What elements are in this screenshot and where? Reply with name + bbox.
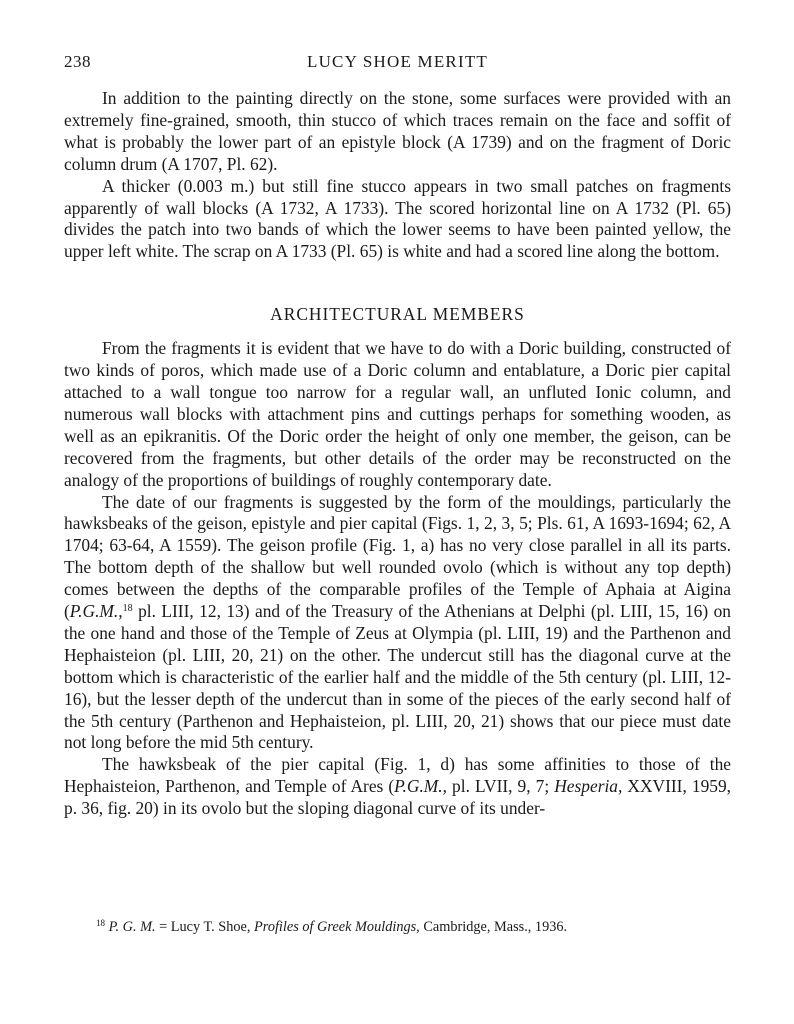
paragraph-date-part-1: The date of our fragments is suggested by the form of the mouldings, particularly the hawksbeaks of the geison, epistyle and pier capital (Figs. 1, 2, 3, 5; Pls. 61, A 1693-1694; 62, A 1704; 63-64, A 1559). The geison profile (Fig. 1, a) has no very close parallel in all its parts. The bottom depth of the shallow but well rounded ovolo (which is without any top depth) comes between the depths of the comparable profiles of the Temple of Aphaia at Aigina ( [64, 491, 731, 622]
running-head [64, 52, 731, 76]
paragraph-fragments: From the fragments it is evident that we have to do with a Doric building, constructed of two kinds of poros, which made use of a Doric column and entablature, a Doric pier capital attached to a wall tongue too narrow for a regular wall, an unfluted Ionic column, and numerous wall blocks with attachment pins and cuttings perhaps for something wooden, as well as an epikranitis. Of the Doric order the height of only one member, the geison, can be recovered from the fragments, but other details of the order may be reconstructed on the analogy of the proportions of buildings of roughly contemporary date. [64, 338, 731, 490]
footnote-abbreviation: P. G. M. [108, 919, 156, 935]
running-title: LUCY SHOE MERITT [306, 52, 488, 71]
footnote-book-title: Profiles of Greek Mouldings, [254, 919, 420, 935]
footnote [96, 918, 736, 937]
paragraph-hawksbeak-part-3: XXVIII, 1959, p. 36, fig. 20) in its ovolo but the sloping diagonal curve of its under- [64, 776, 732, 819]
paragraph-stucco: In addition to the painting directly on the stone, some surfaces were provided with an extremely fine-grained, smooth, thin stucco of which traces remain on the face and soffit of what is probably the lower part of an epistyle block (A 1739) and on the fragment of Doric column drum (A 1707, Pl. 62). [64, 88, 731, 174]
paragraph-date-part-2: pl. LIII, 12, 13) and of the Treasury of the Athenians at Delphi (pl. LIII, 15, 16) on the one hand and those of the Temple of Zeus at Olympia (pl. LIII, 19) and the Parthenon and Hephaisteion (pl. LIII, 20, 21) on the other. The undercut still has the diagonal curve at the bottom which is characteristic of the earlier half and the middle of the 5th century (pl. LIII, 12-16), but the lesser depth of the undercut than in some of the pieces of the early second half of the 5th century (Parthenon and Hephaisteion, pl. LIII, 20, 21) shows that our piece must date not long before the mid 5th century. [64, 601, 731, 753]
paragraph-hawksbeak-part-1: The hawksbeak of the pier capital (Fig. 1, d) has some affinities to those of the Hephaisteion, Parthenon, and Temple of Ares ( [64, 754, 731, 797]
footnote-equals: = Lucy T. Shoe, [155, 919, 255, 935]
pgm-abbreviation: P.G.M., [69, 601, 123, 622]
paragraph-hawksbeak [64, 754, 731, 820]
footnote-number: 18 [96, 918, 105, 928]
journal-title: Hesperia, [554, 776, 623, 797]
paragraph-hawksbeak-part-2: pl. LVII, 9, 7; [447, 776, 555, 797]
section-heading: ARCHITECTURAL MEMBERS [270, 304, 525, 325]
footnote-publication: Cambridge, Mass., 1936. [419, 919, 568, 935]
pgm-abbreviation: P.G.M., [394, 776, 447, 797]
paragraph-date [64, 492, 731, 755]
footnote-reference: 18 [122, 603, 133, 615]
paragraph-thicker-stucco: A thicker (0.003 m.) but still fine stucco appears in two small patches on fragments apparently of wall blocks (A 1732, A 1733). The scored horizontal line on A 1732 (Pl. 65) divides the patch into two bands of which the lower seems to have been painted yellow, the upper left white. The scrap on A 1733 (Pl. 65) is white and had a scored line along the bottom. [64, 175, 731, 262]
body-text [64, 88, 731, 820]
page-number: 238 [64, 52, 91, 71]
